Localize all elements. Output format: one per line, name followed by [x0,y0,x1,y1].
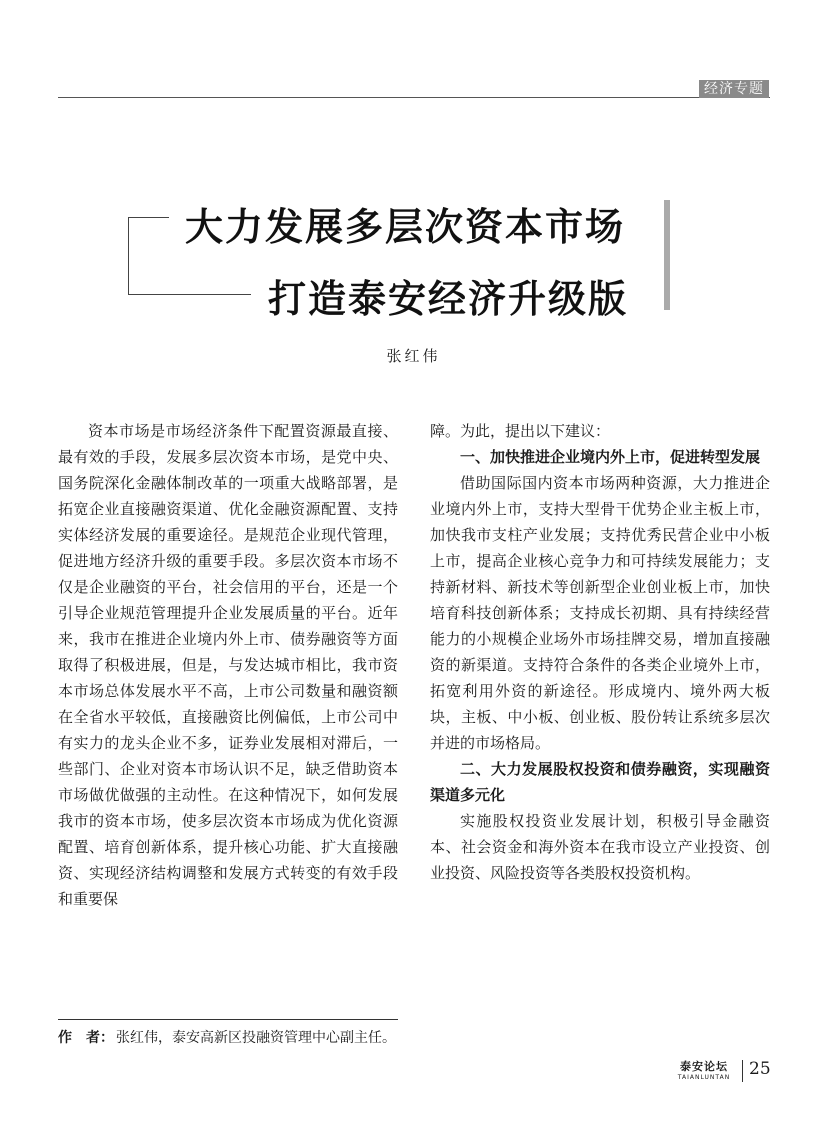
footnote-text: 张红伟，泰安高新区投融资管理中心副主任。 [116,1030,396,1046]
journal-name-en: TAIANLUNTAN [677,1074,731,1081]
body-paragraph: 实施股权投资业发展计划，积极引导金融资本、社会资金和海外资本在我市设立产业投资、创业投资、风险投资等各类股权投资机构。 [430,812,770,882]
article-title-line1: 大力发展多层次资本市场 [185,205,626,249]
body-paragraph: 借助国际国内资本市场两种资源，大力推进企业境内外上市，支持大型骨干优势企业主板上市，加快我市支柱产业发展；支持优秀民营企业中小板上市，提高企业核心竞争力和可持续发展能力；支持新材料、新技术等创新型企业创业板上市，加快培育科技创新体系；支持成长初期、具有持续经营能力的小规模企业场外市场挂牌交易，增加直接融资的新渠道。支持符合条件的各类企业境外上市，拓宽利用外资的新途径。形成境内、境外两大板块，主板、中小板、创业板、股份转让系统多层次并进的市场格局。 [430,474,770,752]
footnote-rule [58,1019,398,1020]
author-footnote [58,1027,396,1047]
body-paragraph-continuation: 障。为此，提出以下建议： [430,422,611,440]
left-column [58,418,398,912]
body-paragraph: 资本市场是市场经济条件下配置资源最直接、最有效的手段，发展多层次资本市场，是党中央、国务院深化金融体制改革的一项重大战略部署，是拓宽企业直接融资渠道、优化金融资源配置、支持实体经济发展的重要途径。是规范企业现代管理，促进地方经济升级的重要手段。多层次资本市场不仅是企业融资的平台，社会信用的平台，还是一个引导企业规范管理提升企业发展质量的平台。近年来，我市在推进企业境内外上市、债券融资等方面取得了积极进展，但是，与发达城市相比，我市资本市场总体发展水平不高，上市公司数量和融资额在全省水平较低，直接融资比例偏低，上市公司中有实力的龙头企业不多，证券业发展相对滞后，一些部门、企业对资本市场认识不足，缺乏借助资本市场做优做强的主动性。在这种情况下，如何发展我市的资本市场，使多层次资本市场成为优化资源配置、培育创新体系，提升核心功能、扩大直接融资、实现经济结构调整和发展方式转变的有效手段和重要保 [58,422,398,908]
page-number: 25 [749,1059,771,1079]
header-rule [58,97,770,98]
page-number-divider [742,1060,743,1082]
article-author: 张红伟 [386,347,441,365]
journal-name-cn: 泰安论坛 [680,1060,728,1073]
section-heading-2: 二、大力发展股权投资和债券融资，实现融资渠道多元化 [430,760,770,804]
footnote-label: 作 者： [58,1030,114,1046]
right-column [430,418,770,886]
section-tag: 经济专题 [699,80,769,98]
article-title-line2: 打造泰安经济升级版 [268,277,629,321]
section-heading-1: 一、加快推进企业境内外上市，促进转型发展 [460,448,761,466]
title-bar [664,200,670,310]
journal-logo [672,1060,736,1082]
